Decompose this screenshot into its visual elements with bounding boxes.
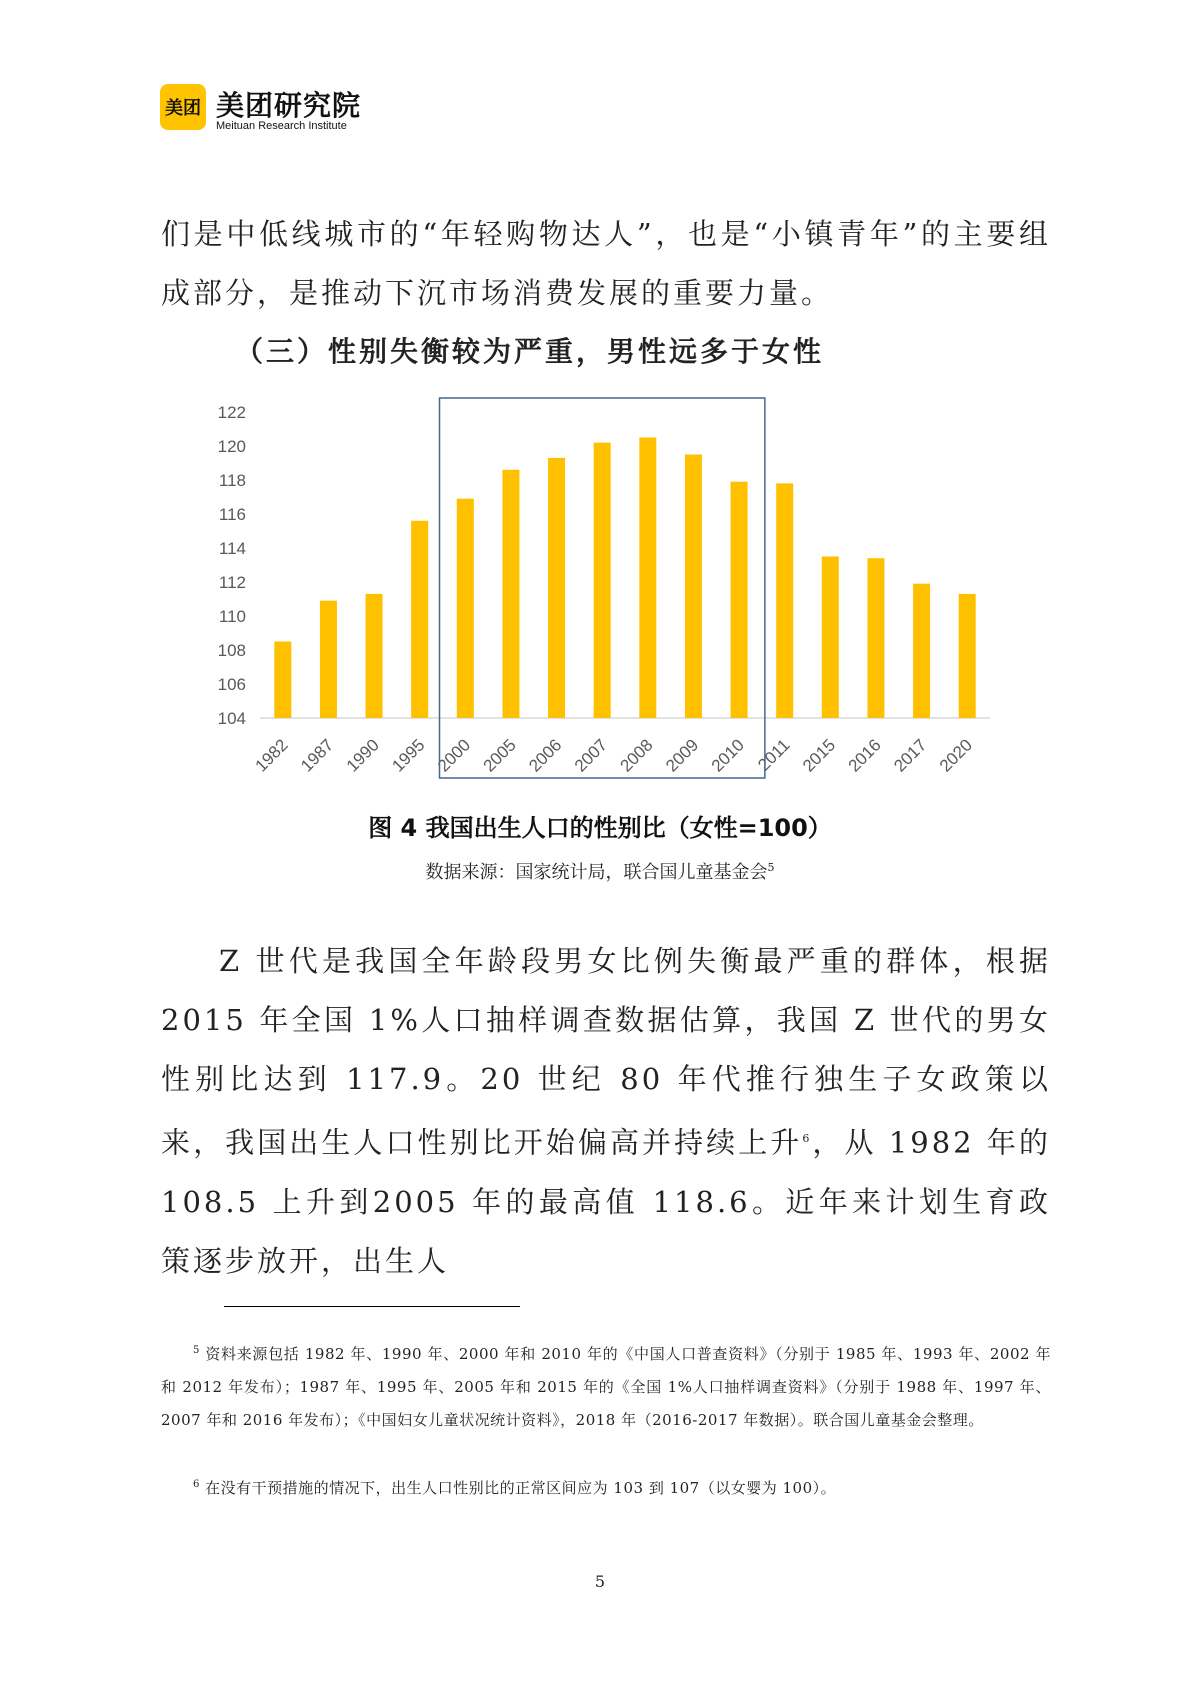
logo-title: 美团研究院 <box>216 89 362 122</box>
footnote-5-text: 资料来源包括 1982 年、1990 年、2000 年和 2010 年的《中国人口普查资料》（分别于 1985 年、1993 年、2002 年和 2012 年发布）；1987 年、1995 年、2005 年和 2015 年的《全国 1%人口抽样调查资料》（分别于 1988 年、1997 年、2007 年和 2016 年发布）；《中国妇女儿童状况统计资料》，2018 年（2016-2017 年数据）。联合国儿童基金会整理。 <box>161 1345 1051 1429</box>
y-tick-label-116: 116 <box>218 505 246 524</box>
x-tick-label-2008: 2008 <box>616 735 657 776</box>
paragraph-2 <box>161 932 1051 1291</box>
footnote-divider <box>224 1306 520 1307</box>
x-tick-label-2010: 2010 <box>707 735 748 776</box>
y-tick-label-118: 118 <box>218 471 246 490</box>
y-tick-label-114: 114 <box>218 539 246 558</box>
paragraph-2-line-2: 2015 年全国 1%人口抽样调查数据估算，我国 Z 世代的男女性别 <box>161 1003 1051 1096</box>
figure-caption: 图 4 我国出生人口的性别比（女性=100） <box>368 814 832 842</box>
y-tick-label-108: 108 <box>217 641 246 660</box>
y-tick-label-122: 122 <box>217 403 246 422</box>
x-tick-label-2000: 2000 <box>433 735 475 776</box>
bar-1990 <box>366 594 383 718</box>
x-tick-label-2006: 2006 <box>525 735 566 776</box>
paragraph-2-line-6: 2005 年的最高值 118.6。近年来计划生育政策逐步放开，出生人 <box>161 1184 1051 1278</box>
figure-source <box>0 858 1200 884</box>
x-tick-label-1990: 1990 <box>342 735 383 776</box>
page-number: 5 <box>594 1572 606 1591</box>
footnote-5-mark: 5 <box>193 1345 200 1356</box>
x-tick-label-2017: 2017 <box>890 735 931 776</box>
bar-2010 <box>731 482 748 718</box>
x-tick-label-2015: 2015 <box>798 735 840 776</box>
x-tick-label-2005: 2005 <box>479 735 520 776</box>
x-tick-label-2020: 2020 <box>935 735 977 776</box>
x-tick-label-2011: 2011 <box>754 735 794 775</box>
bar-2005 <box>502 470 519 718</box>
paragraph-2-line-1: Z 世代是我国全年龄段男女比例失衡最严重的群体，根据 <box>219 944 1051 978</box>
y-tick-label-110: 110 <box>218 607 246 626</box>
footnote-6-mark: 6 <box>193 1479 200 1490</box>
figure-source-text: 数据来源：国家统计局，联合国儿童基金会 <box>425 862 768 883</box>
figure-source-note: 5 <box>767 861 775 874</box>
paragraph-1: 们是中低线城市的“年轻购物达人”，也是“小镇青年”的主要组成部分，是推动下沉市场消费发展的重要力量。 <box>161 217 1051 310</box>
bar-2008 <box>639 438 656 719</box>
paragraph-2-line-4: 生人口性别比开始偏高并持续上升 <box>321 1125 803 1160</box>
x-tick-label-2016: 2016 <box>844 735 885 776</box>
bar-2011 <box>776 483 793 718</box>
sex-ratio-bar-chart <box>200 390 1020 790</box>
bar-2020 <box>959 594 976 718</box>
bar-2016 <box>867 558 884 718</box>
paragraph-2-line-5: ，从 1982 年的 108.5 上升到 <box>161 1125 1051 1219</box>
logo-badge <box>160 84 206 130</box>
bar-1995 <box>411 521 428 718</box>
y-tick-label-104: 104 <box>217 709 246 728</box>
x-tick-label-2009: 2009 <box>662 735 703 776</box>
bar-2000 <box>457 499 474 718</box>
footnote-6 <box>161 1468 1051 1505</box>
bar-2009 <box>685 455 702 719</box>
y-tick-label-106: 106 <box>217 675 246 694</box>
footnote-5 <box>161 1334 1051 1437</box>
footnote-6-text: 在没有干预措施的情况下，出生人口性别比的正常区间应为 103 到 107（以女婴为 100）。 <box>205 1479 837 1497</box>
paragraph-2-line-3: 比达到 117.9。20 世纪 80 年代推行独生子女政策以来，我国出 <box>161 1062 1051 1160</box>
bar-2017 <box>913 584 930 718</box>
bar-2007 <box>594 443 611 718</box>
y-tick-label-112: 112 <box>218 573 246 592</box>
logo-text: 美团 <box>165 98 201 119</box>
bar-2006 <box>548 458 565 718</box>
bar-1987 <box>320 601 337 718</box>
x-tick-label-1987: 1987 <box>297 735 338 776</box>
section-heading: （三）性别失衡较为严重，男性远多于女性 <box>235 335 825 368</box>
footnote-ref-6[interactable]: 6 <box>802 1132 813 1145</box>
x-tick-label-1995: 1995 <box>388 735 429 776</box>
y-tick-label-120: 120 <box>217 437 246 456</box>
bar-2015 <box>822 557 839 719</box>
bar-1982 <box>274 642 291 719</box>
x-tick-label-1982: 1982 <box>251 735 292 776</box>
logo-subtitle: Meituan Research Institute <box>216 120 347 132</box>
x-tick-label-2007: 2007 <box>570 735 612 776</box>
